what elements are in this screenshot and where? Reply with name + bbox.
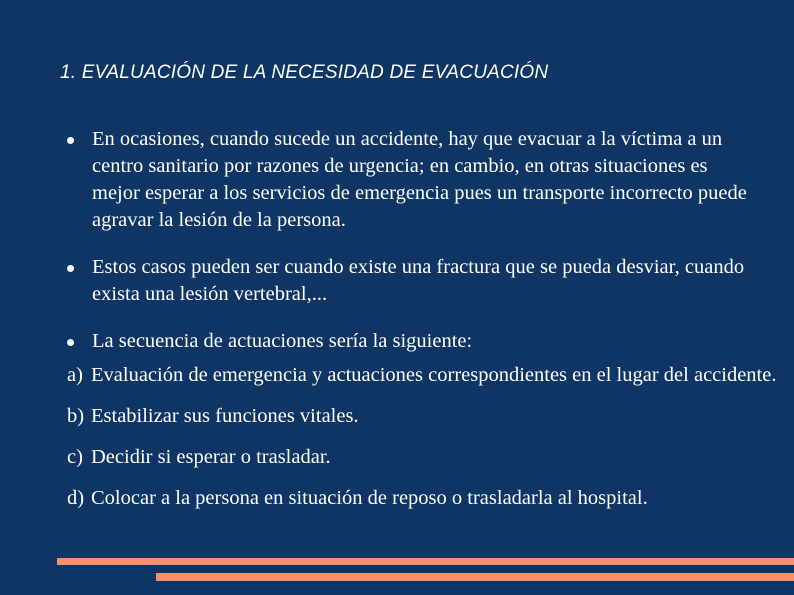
step-item bbox=[67, 485, 777, 512]
step-marker: b) bbox=[67, 405, 85, 427]
step-text: Colocar a la persona en situación de reposo o trasladarla al hospital. bbox=[91, 487, 648, 509]
bullet-dot-icon bbox=[67, 339, 74, 346]
step-marker: d) bbox=[67, 487, 85, 509]
bullet-item bbox=[66, 254, 756, 308]
slide-title: 1. EVALUACIÓN DE LA NECESIDAD DE EVACUACIÓN bbox=[60, 62, 549, 83]
bullet-text: En ocasiones, cuando sucede un accidente, hay que evacuar a la víctima a un centro sanitario por razones de urgencia; en cambio, en otras situaciones es mejor esperar a los servicios de emergencia pues un transporte incorrecto puede agravar la lesión de la persona. bbox=[92, 128, 747, 231]
step-marker: a) bbox=[67, 364, 83, 386]
step-item bbox=[67, 444, 777, 471]
step-marker: c) bbox=[67, 446, 83, 468]
step-item bbox=[67, 362, 777, 389]
bullet-list bbox=[66, 126, 756, 375]
step-text: Estabilizar sus funciones vitales. bbox=[91, 405, 359, 427]
step-list bbox=[67, 362, 777, 526]
bullet-item bbox=[66, 126, 756, 234]
step-item bbox=[67, 403, 777, 430]
step-text: Evaluación de emergencia y actuaciones correspondientes en el lugar del accidente. bbox=[91, 364, 777, 386]
accent-bar-bottom bbox=[156, 573, 794, 581]
bullet-text: Estos casos pueden ser cuando existe una fractura que se pueda desviar, cuando exista una lesión vertebral,... bbox=[92, 256, 745, 305]
bullet-dot-icon bbox=[67, 137, 74, 144]
step-text: Decidir si esperar o trasladar. bbox=[91, 446, 331, 468]
bullet-item bbox=[66, 328, 756, 355]
bullet-text: La secuencia de actuaciones sería la siguiente: bbox=[92, 330, 473, 352]
bullet-dot-icon bbox=[67, 265, 74, 272]
accent-bar-top bbox=[57, 558, 794, 565]
